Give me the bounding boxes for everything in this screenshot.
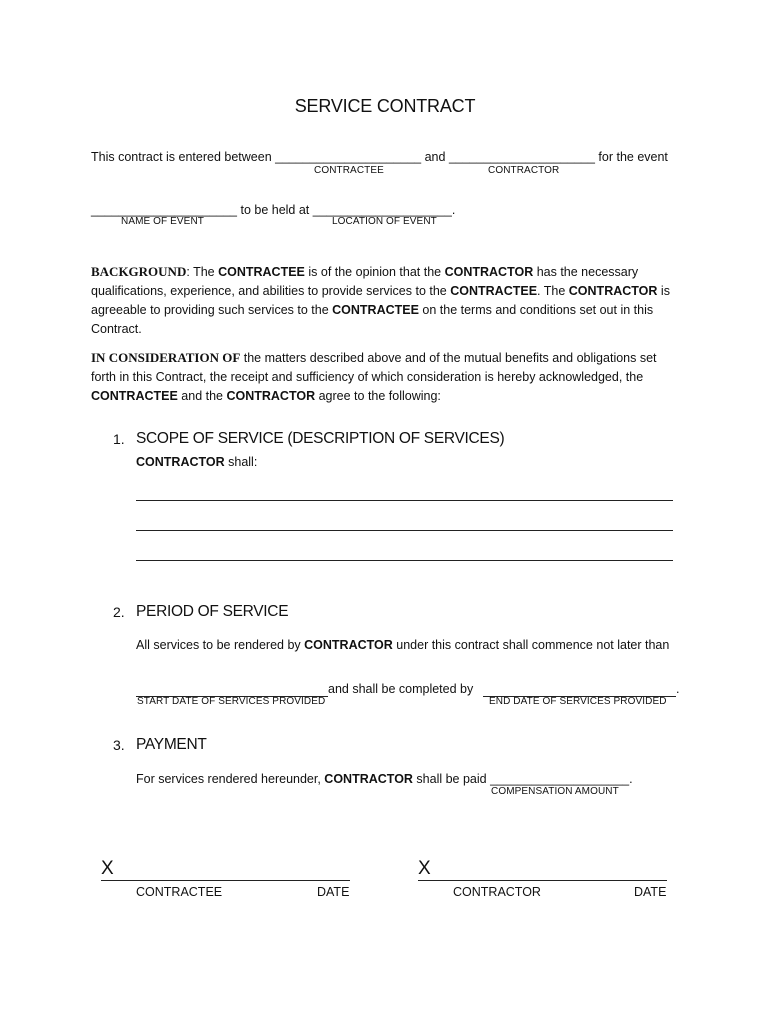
section-2-text-2: under this contract shall commence not later than	[392, 638, 670, 652]
consideration-label: IN CONSIDERATION OF	[91, 350, 241, 365]
consideration-bold-1: CONTRACTEE	[91, 389, 178, 403]
section-1-number: 1.	[113, 431, 125, 447]
background-text-5: is agreeable to providing such services to the	[91, 284, 670, 317]
background-paragraph	[91, 262, 681, 339]
intro-prefix: This contract is entered between	[91, 150, 276, 164]
location-blank[interactable]: ____________________	[312, 203, 452, 217]
signature-caption-date-right: DATE	[634, 885, 667, 899]
signature-caption-date-left: DATE	[317, 885, 350, 899]
scope-line-1[interactable]	[136, 500, 673, 501]
caption-contractee: CONTRACTEE	[314, 165, 384, 176]
intro-period: .	[451, 203, 456, 217]
section-2-text-1: All services to be rendered by	[136, 638, 305, 652]
section-1-shall: shall:	[224, 455, 258, 469]
caption-event-name: NAME OF EVENT	[121, 216, 204, 227]
section-3-period: .	[629, 772, 633, 786]
section-3-text	[136, 772, 633, 786]
background-text-1: : The	[186, 265, 219, 279]
contractee-blank[interactable]: _____________________	[275, 150, 422, 164]
consideration-text-1: the matters described above and of the mutual benefits and obligations set forth in this Contract, the receipt and sufficiency of which consideration is hereby acknowledged, the	[91, 351, 657, 384]
background-text-3: has the necessary qualifications, experience, and abilities to provide services to the	[91, 265, 639, 298]
consideration-text-3: agree to the following:	[315, 389, 441, 403]
intro-and: and	[421, 150, 449, 164]
background-bold-1: CONTRACTEE	[218, 265, 305, 279]
contractor-signature-line[interactable]	[418, 880, 667, 881]
section-1-contractor: CONTRACTOR	[136, 455, 225, 469]
intro-line-1	[91, 150, 668, 164]
section-1-heading: SCOPE OF SERVICE (DESCRIPTION OF SERVICES)	[136, 430, 505, 447]
contractee-signature-x: X	[101, 858, 114, 879]
consideration-text-2: and the	[177, 389, 227, 403]
completed-by-text: and shall be completed by	[328, 682, 474, 696]
signature-caption-contractor: CONTRACTOR	[453, 885, 541, 899]
section-2-number: 2.	[113, 604, 125, 620]
section-2-bold: CONTRACTOR	[304, 638, 393, 652]
event-name-blank[interactable]: _____________________	[91, 203, 237, 217]
section-3-text-2: shall be paid	[412, 772, 491, 786]
background-text-6: on the terms and conditions set out in this Contract.	[91, 303, 654, 336]
background-text-2: is of the opinion that the	[304, 265, 445, 279]
scope-line-2[interactable]	[136, 530, 673, 531]
caption-location: LOCATION OF EVENT	[332, 216, 437, 227]
compensation-blank[interactable]: ____________________	[490, 772, 630, 786]
background-bold-5: CONTRACTEE	[332, 303, 419, 317]
consideration-paragraph	[91, 348, 681, 406]
document-title: SERVICE CONTRACT	[294, 96, 476, 116]
contractee-signature-line[interactable]	[101, 880, 350, 881]
background-bold-2: CONTRACTOR	[444, 265, 534, 279]
section-3-text-1: For services rendered hereunder,	[136, 772, 325, 786]
section-2-period: .	[676, 682, 680, 696]
background-bold-3: CONTRACTEE	[450, 284, 538, 298]
held-at-text: to be held at	[237, 203, 313, 217]
background-label: BACKGROUND	[91, 264, 187, 279]
caption-compensation: COMPENSATION AMOUNT	[491, 786, 619, 797]
signature-caption-contractee: CONTRACTEE	[136, 885, 223, 899]
section-1-lead	[136, 455, 257, 469]
section-3-number: 3.	[113, 737, 125, 753]
contractor-signature-x: X	[418, 858, 431, 879]
section-2-heading: PERIOD OF SERVICE	[136, 603, 289, 620]
caption-contractor: CONTRACTOR	[488, 165, 560, 176]
contractor-blank[interactable]: _____________________	[448, 150, 595, 164]
scope-line-3[interactable]	[136, 560, 673, 561]
background-bold-4: CONTRACTOR	[568, 284, 658, 298]
background-text-4: . The	[537, 284, 569, 298]
caption-start-date: START DATE OF SERVICES PROVIDED	[137, 696, 326, 707]
section-2-text	[136, 638, 669, 652]
section-3-bold: CONTRACTOR	[324, 772, 413, 786]
section-3-heading: PAYMENT	[136, 736, 207, 753]
intro-line-2	[91, 203, 455, 217]
caption-end-date: END DATE OF SERVICES PROVIDED	[489, 696, 667, 707]
consideration-bold-2: CONTRACTOR	[226, 389, 316, 403]
intro-suffix: for the event	[594, 150, 668, 164]
